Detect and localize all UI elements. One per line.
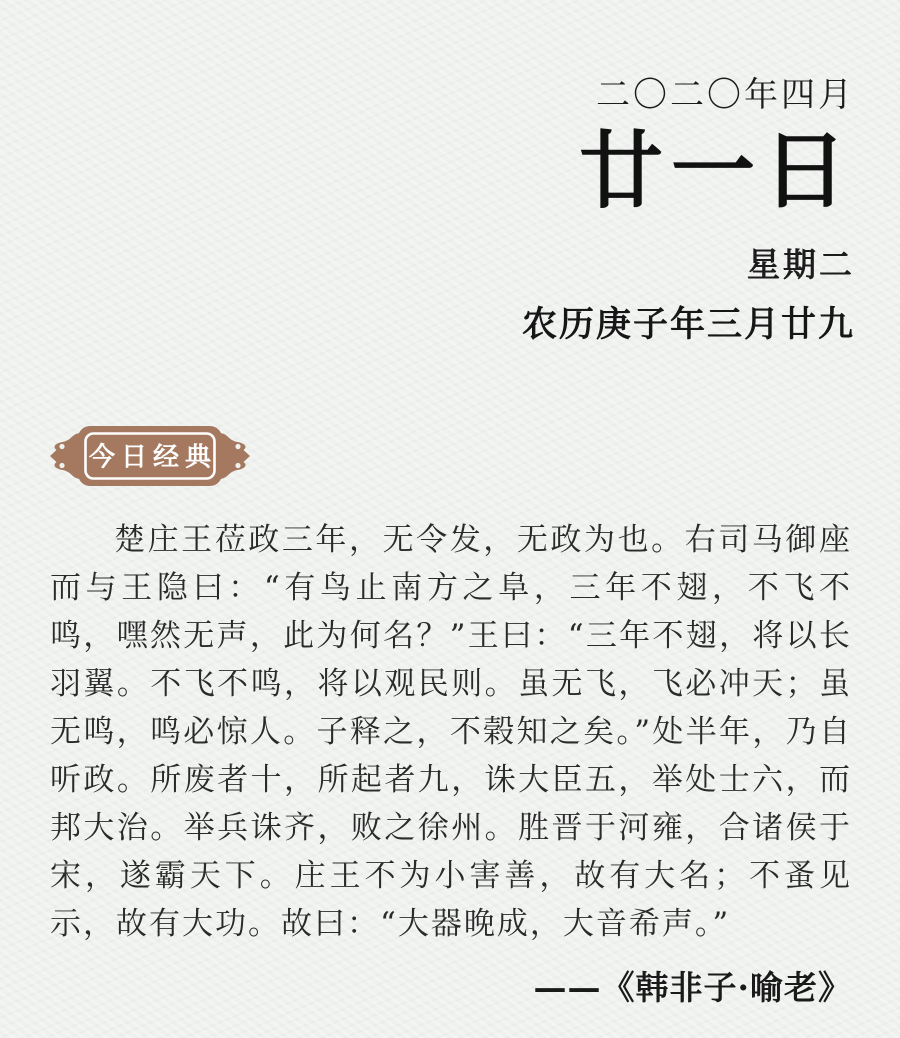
badge-label: 今日经典	[88, 442, 218, 473]
weekday: 星期二	[747, 244, 855, 284]
source-attribution: ——《韩非子·喻老》	[533, 968, 852, 1007]
classic-passage-text: 楚庄王莅政三年，无令发，无政为也。右司马御座而与王隐曰：“有鸟止南方之阜，三年不翅，不飞不鸣，嘿然无声，此为何名？”王曰：“三年不翅，将以长羽翼。不飞不鸣，将以观民则。虽无飞，飞必冲天；虽无鸣，鸣必惊人。子释之，不榖知之矣。”处半年，乃自听政。所废者十，所起者九，诛大臣五，举处士六，而邦大治。举兵诛齐，败之徐州。胜晋于河雍，合诸侯于宋，遂霸天下。庄王不为小害善，故有大名；不蚤见示，故有大功。故曰：“大器晚成，大音希声。”	[50, 522, 852, 942]
cloud-ornament-left-icon	[50, 433, 82, 479]
gregorian-date: 二〇二〇年四月	[596, 75, 855, 115]
cloud-ornament-right-icon	[218, 433, 250, 479]
todays-classic-badge	[50, 420, 250, 492]
day-of-month: 廿一日	[578, 120, 855, 220]
cloud-plaque-icon	[50, 420, 250, 492]
calendar-header	[522, 74, 855, 346]
classic-article	[50, 516, 852, 1009]
lunar-date: 农历庚子年三月廿九	[521, 304, 855, 346]
